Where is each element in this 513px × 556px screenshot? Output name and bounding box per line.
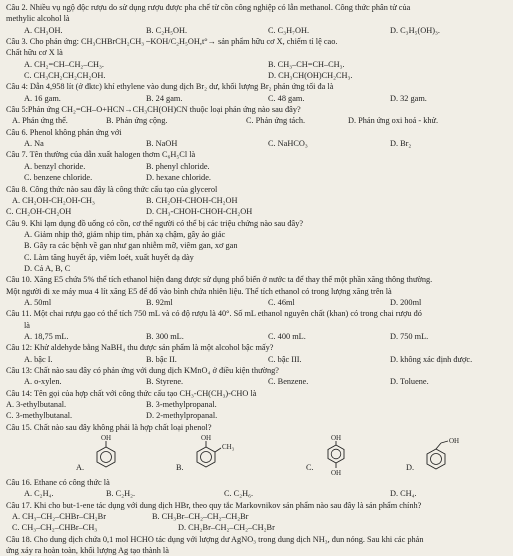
oh-group-text: OH (101, 435, 112, 443)
option-c: C. 400 mL. (268, 331, 306, 341)
structure-c-label: C. (306, 462, 314, 472)
question-15-structures (6, 435, 511, 477)
question-12-options (6, 354, 511, 365)
question-2-options (6, 25, 511, 36)
question-3-options-ab (6, 59, 511, 70)
option-a: A. CH₂OH-CH₂OH-CH₃ (12, 195, 95, 205)
question-16-stem: Câu 16. Ethane có công thức là (6, 478, 110, 488)
structure-b-label: B. (176, 462, 184, 472)
option-d: D. 200ml (390, 297, 422, 307)
option-b: B. 3-methylpropanal. (146, 400, 217, 410)
benzyl-alcohol-structure (406, 435, 476, 477)
hydroquinone-structure (306, 435, 366, 477)
option-b: B. NaOH (146, 139, 178, 149)
question-6-stem: Câu 6. Phenol không phản ứng với (6, 127, 122, 137)
question-10-options (6, 297, 511, 308)
option-a: A. 50ml (24, 297, 52, 307)
option-d: D. C₃H₅(OH)₃. (390, 25, 440, 35)
option-a: A. bậc I. (24, 354, 53, 364)
option-c: C. C₂H₆. (224, 489, 254, 499)
option-c: C. CH₃CH₂CH₂CH₂OH. (24, 71, 106, 81)
question-16-options (6, 488, 511, 499)
option-a: A. C₂H₄. (24, 489, 54, 499)
question-9-option-a: A. Giảm nhịp thở, giảm nhịp tim, phản xạ chậm, gây ảo giác (24, 229, 226, 239)
structure-d-label: D. (406, 462, 415, 472)
oh-group-text: OH (201, 435, 212, 443)
option-d: D. CH₃-CHOH-CHOH-CH₂OH (146, 207, 253, 217)
question-9-stem: Câu 9. Khi lạm dụng đồ uống có cồn, cơ thể người có thể bị các triệu chứng nào sau đây? (6, 218, 304, 228)
option-c: C. 48 gam. (268, 93, 305, 103)
option-b: B. CH₂OH-CHOH-CH₂OH (146, 195, 238, 205)
question-7-stem: Câu 7. Tên thường của dẫn xuất halogen thơm C₆H₅Cl là (6, 150, 196, 160)
option-c: C. 3-methylbutanal. (6, 411, 73, 421)
question-9-option-d: D. Cả A, B, C (24, 263, 71, 273)
option-c: C. 46ml (268, 297, 295, 307)
option-b: B. 24 gam. (146, 93, 183, 103)
question-18-stem: Câu 18. Cho dung dịch chứa 0,1 mol HCHO tác dụng với lượng dư AgNO₃ trong dung dịch NH₃, đun nóng. Sau khi các phản (6, 534, 424, 544)
question-9-option-b: B. Gây ra các bệnh về gan như gan nhiễm mỡ, viêm gan, xơ gan (24, 241, 238, 251)
question-11-stem-cont: là (24, 320, 30, 330)
question-12-stem: Câu 12: Khử aldehyde bằng NaBH₄ thu được sản phẩm là một alcohol bậc mấy? (6, 343, 274, 353)
option-d: D. Toluene. (390, 377, 429, 387)
question-10-stem-cont: Một người đi xe máy mua 4 lít xăng E5 để đổ vào bình chứa nhiên liệu. Thể tích ethanol có trong lượng xăng trên là (6, 286, 392, 296)
option-c: C. Phản ứng tách. (246, 116, 306, 126)
question-5-options (6, 115, 511, 126)
question-11-options (6, 331, 511, 342)
option-b: B. bậc II. (146, 354, 177, 364)
question-17-options-cd (6, 522, 511, 533)
option-a: A. 18,75 mL. (24, 331, 69, 341)
option-b: B. CH₃–CH=CH–CH₃. (268, 59, 345, 69)
option-a: A. o-xylen. (24, 377, 62, 387)
option-d: D. Phản ứng oxi hoá - khử. (348, 116, 439, 126)
option-a: A. 3-ethylbutanal. (6, 400, 67, 410)
question-3-options-cd (6, 70, 511, 81)
oh-group-text: OH (331, 469, 342, 478)
question-6-options (6, 138, 511, 149)
option-a: A. Phản ứng thế. (12, 116, 68, 126)
question-2-stem: Câu 2. Nhiều vụ ngộ độc rượu do sử dụng rượu được pha chế từ cồn công nghiệp có lẫn methanol. Công thức phân tử của (6, 3, 411, 12)
question-15-stem: Câu 15. Chất nào sau đây không phải là hợp chất loại phenol? (6, 422, 212, 432)
option-d: D. 2-methylpropanal. (146, 411, 218, 421)
question-11-stem: Câu 11. Một chai rượu gạo có thể tích 750 mL và có độ rượu là 40°. Số mL ethanol nguyên chất (khan) có trong chai rượu đó (6, 309, 422, 319)
question-18-stem-cont: ứng xảy ra hoàn toàn, khối lượng Ag tạo thành là (6, 546, 169, 556)
question-2-stem-cont: methylic alcohol là (6, 14, 70, 24)
structure-a (76, 435, 136, 477)
structure-a-label: A. (76, 462, 85, 472)
option-d: D. CH₄. (390, 489, 417, 499)
question-3-stem: Câu 3. Cho phản ứng: CH₃CHBrCH₂CH₃ ⎯KOH/C₂H₅OH,t°→ sản phẩm hữu cơ X, chiếm tỉ lệ cao. (6, 37, 338, 47)
question-9-option-c: C. Làm tăng huyết áp, viêm loét, xuất huyết dạ dày (24, 252, 194, 262)
option-d: D. CH₃CH(OH)CH₂CH₃. (268, 71, 353, 81)
option-b: B. C₂H₂. (106, 489, 136, 499)
structure-b (176, 435, 246, 477)
option-a: A. CH₂=CH–CH₂–CH₃. (24, 59, 104, 69)
question-8-stem: Câu 8. Công thức nào sau đây là công thức cấu tạo của glycerol (6, 184, 218, 194)
option-a: A. benzyl choride. (24, 161, 86, 171)
option-c: C. NaHCO₃ (268, 139, 308, 149)
question-8-options-cd (6, 206, 511, 217)
phenol-structure (76, 435, 136, 477)
structure-d (406, 435, 476, 477)
methyl-group-text: CH₃ (222, 443, 235, 452)
question-4-options (6, 93, 511, 104)
question-7-options-ab (6, 161, 511, 172)
oh-group-text: OH (331, 435, 342, 443)
option-a: A. 16 gam. (24, 93, 61, 103)
option-c: C. bậc III. (268, 354, 302, 364)
question-7-options-cd (6, 172, 511, 183)
option-d: D. 32 gam. (390, 93, 427, 103)
question-3-stem-cont: Chất hữu cơ X là (6, 48, 63, 58)
question-14-options-ab (6, 399, 511, 410)
question-13-stem: Câu 13: Chất nào sau đây có phản ứng với dung dịch KMnO₄ ở điều kiện thường? (6, 366, 279, 375)
option-c: C. CH₂OH-CH₂OH (6, 207, 72, 217)
option-b: B. C₂H₅OH. (146, 25, 188, 35)
question-17-options-ab (6, 511, 511, 522)
option-b: B. CH₃Br–CH₂–CH₂–CH₂Br (152, 512, 249, 522)
option-a: A. CH₃–CH₂–CHBr–CH₂Br (12, 512, 106, 522)
option-c: C. C₃H₇OH. (268, 25, 310, 35)
option-c: C. CH₃–CH₂–CHBr–CH₃ (12, 523, 98, 533)
question-5-stem: Câu 5:Phản ứng CH₂=CH–O+HCN→CH₃CH(OH)CN thuộc loại phản ứng nào sau đây? (6, 105, 301, 115)
structure-c (306, 435, 366, 477)
option-c: C. Benzene. (268, 377, 309, 387)
option-b: B. 92ml (146, 297, 173, 307)
option-d: D. Br₂ (390, 139, 412, 149)
option-b: B. phenyl chloride. (146, 161, 210, 171)
option-d: D. 750 mL. (390, 331, 429, 341)
question-14-options-cd (6, 410, 511, 421)
question-4-stem: Câu 4: Dẫn 4,958 lít (ở đktc) khí ethylene vào dung dịch Br₂ dư, khối lượng Br₂ phản ứng tối đa là (6, 82, 334, 92)
option-d: D. hexane chloride. (146, 173, 211, 183)
option-a: A. Na (24, 139, 44, 149)
option-b: B. Phản ứng cộng. (106, 116, 168, 126)
option-c: C. benzene chloride. (24, 173, 93, 183)
question-10-stem: Câu 10. Xăng E5 chứa 5% thể tích ethanol hiện đang được sử dụng phổ biến ở nước ta để thay thế một phần xăng thông thường. (6, 275, 433, 285)
oh-group-text: OH (449, 437, 460, 446)
option-a: A. CH₃OH. (24, 25, 63, 35)
option-d: D. không xác định được. (390, 354, 473, 364)
o-cresol-structure (176, 435, 246, 477)
question-14-stem: Câu 14: Tên gọi của hợp chất với công thức cấu tạo CH₃-CH(CH₃)-CHO là (6, 388, 257, 398)
question-17-stem: Câu 17. Khi cho but-1-ene tác dụng với dung dịch HBr, theo quy tắc Markovnikov sản phẩm nào sau đây là sản phẩm chính? (6, 500, 422, 510)
question-13-options (6, 376, 511, 387)
question-8-options-ab (6, 195, 511, 206)
option-b: B. 300 mL. (146, 331, 184, 341)
option-b: B. Styrene. (146, 377, 184, 387)
option-d: D. CH₂Br–CH₂–CH₂–CH₂Br (178, 523, 275, 533)
